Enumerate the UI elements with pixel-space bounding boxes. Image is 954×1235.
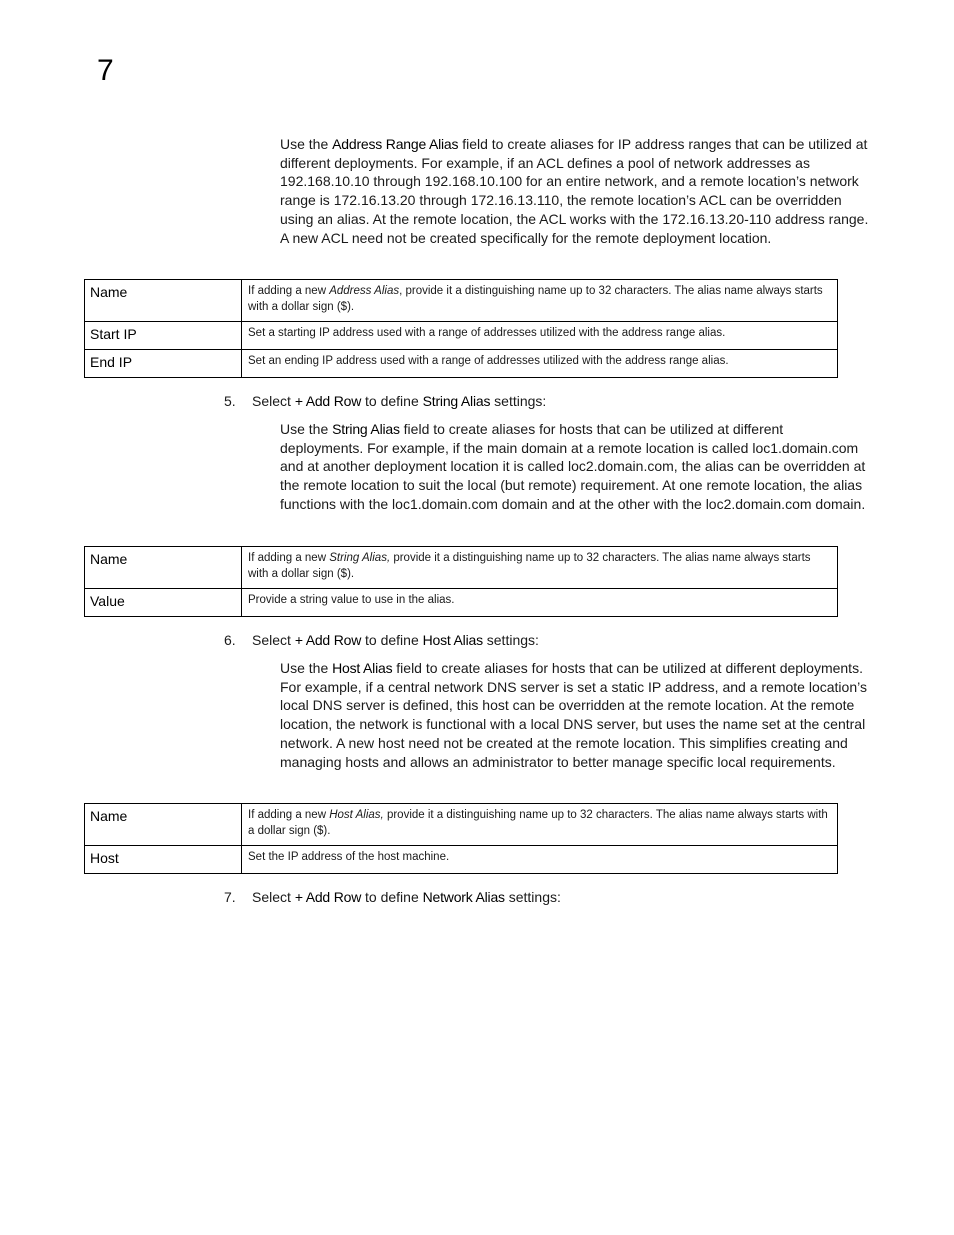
host-alias-intro bbox=[280, 659, 870, 771]
table-row bbox=[85, 804, 838, 846]
intro-text: Use the bbox=[280, 660, 333, 676]
host-alias-table bbox=[84, 803, 838, 874]
add-row-reference: + Add Row bbox=[294, 889, 362, 905]
intro-text: field to create aliases for hosts that can be utilized at different deployments. For example, if the main domain at a remote location is called loc1.domain.com and at another deployment location it is called loc2.domain.com, the alias can be overridden at the remote location to suit the local (but remote) requirement. At one remote location, the alias functions with the loc1.domain.com domain and at the other with the loc2.domain.com domain. bbox=[280, 421, 866, 512]
add-row-reference: + Add Row bbox=[294, 393, 362, 409]
step-7: 7. Select + Add Row to define Network Alias settings: bbox=[224, 889, 561, 905]
description-cell: Provide a string value to use in the alias. bbox=[242, 589, 838, 617]
step-number: 6. bbox=[224, 632, 236, 648]
term-cell: Value bbox=[85, 589, 242, 617]
description-cell: If adding a new Address Alias, provide it a distinguishing name up to 32 characters. The alias name always starts with a dollar sign ($). bbox=[242, 280, 838, 322]
table-row bbox=[85, 350, 838, 378]
step-number: 5. bbox=[224, 393, 236, 409]
description-cell: Set the IP address of the host machine. bbox=[242, 846, 838, 874]
string-alias-table bbox=[84, 546, 838, 617]
step-number: 7. bbox=[224, 889, 236, 905]
target-reference: Host Alias bbox=[422, 632, 483, 648]
intro-text: field to create aliases for IP address ranges that can be utilized at different deployments. For example, if an ACL defines a pool of network addresses as 192.168.10.10 through 192.168.10.100 for an entire network, and a remote location’s network range is 172.16.13.20 through 172.16.13.110, the remote location’s ACL can be overridden using an alias. At the remote location, the ACL works with the 172.16.13.20-110 address range. A new ACL need not be created specifically for the remote deployment location. bbox=[280, 136, 869, 246]
add-row-reference: + Add Row bbox=[294, 632, 362, 648]
term-cell: End IP bbox=[85, 350, 242, 378]
field-name: Host Alias bbox=[332, 660, 393, 676]
step-5: 5. Select + Add Row to define String Alias settings: bbox=[224, 393, 547, 409]
table-row bbox=[85, 547, 838, 589]
table-row bbox=[85, 589, 838, 617]
term-cell: Name bbox=[85, 280, 242, 322]
table-row bbox=[85, 846, 838, 874]
step-6: 6. Select + Add Row to define Host Alias settings: bbox=[224, 632, 539, 648]
address-range-table bbox=[84, 279, 838, 378]
target-reference: String Alias bbox=[422, 393, 491, 409]
field-name: String Alias bbox=[332, 421, 400, 437]
description-cell: If adding a new String Alias, provide it a distinguishing name up to 32 characters. The alias name always starts with a dollar sign ($). bbox=[242, 547, 838, 589]
table-row bbox=[85, 280, 838, 322]
description-cell: If adding a new Host Alias, provide it a distinguishing name up to 32 characters. The alias name always starts with a dollar sign ($). bbox=[242, 804, 838, 846]
term-cell: Start IP bbox=[85, 322, 242, 350]
intro-text: field to create aliases for hosts that can be utilized at different deployments. For example, if a central network DNS server is set a static IP address, and a remote location’s local DNS server is defined, this host can be overridden at the remote location. At the remote location, the network is functional with a local DNS server, but uses the name set at the central network. A new host need not be created at the remote location. This simplifies creating and managing hosts and allows an administrator to better manage specific local requirements. bbox=[280, 660, 867, 770]
intro-text: Use the bbox=[280, 421, 333, 437]
description-cell: Set an ending IP address used with a range of addresses utilized with the address range alias. bbox=[242, 350, 838, 378]
target-reference: Network Alias bbox=[422, 889, 505, 905]
table-row bbox=[85, 322, 838, 350]
intro-text: Use the bbox=[280, 136, 333, 152]
term-cell: Name bbox=[85, 547, 242, 589]
address-range-intro bbox=[280, 135, 870, 247]
string-alias-intro bbox=[280, 420, 870, 514]
chapter-number: 7 bbox=[97, 54, 114, 87]
term-cell: Host bbox=[85, 846, 242, 874]
term-cell: Name bbox=[85, 804, 242, 846]
description-cell: Set a starting IP address used with a range of addresses utilized with the address range alias. bbox=[242, 322, 838, 350]
field-name: Address Range Alias bbox=[332, 136, 459, 152]
